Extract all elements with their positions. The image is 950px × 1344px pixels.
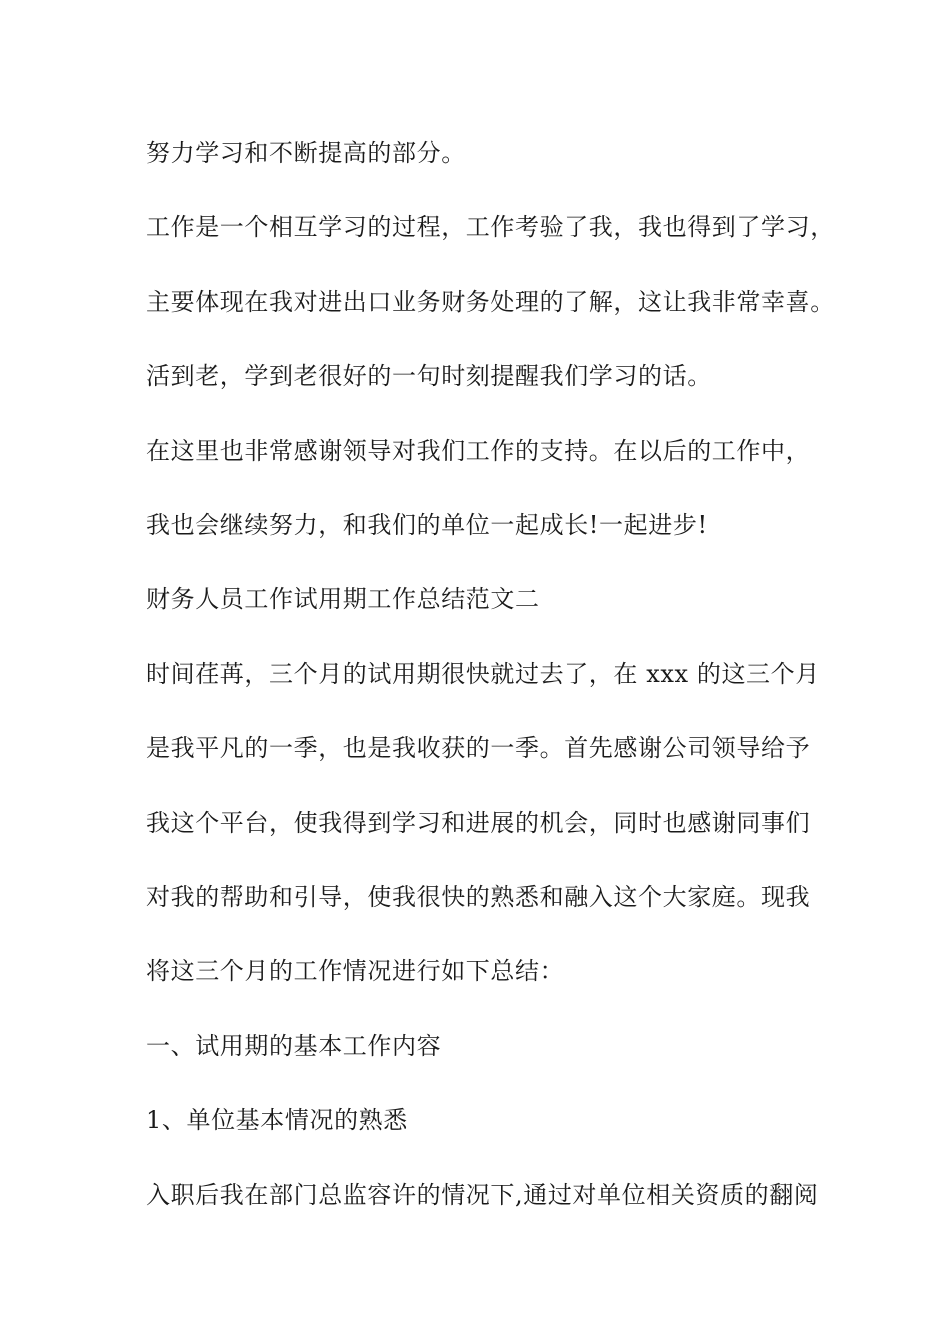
section-heading: 财务人员工作试用期工作总结范文二	[146, 585, 540, 613]
section-heading: 一、试用期的基本工作内容	[146, 1032, 442, 1060]
paragraph-line: 入职后我在部门总监容许的情况下,通过对单位相关资质的翻阅	[146, 1181, 819, 1209]
paragraph-line: 努力学习和不断提高的部分。	[146, 139, 466, 167]
paragraph-line: 我也会继续努力，和我们的单位一起成长!一起进步!	[146, 511, 708, 539]
paragraph-line: 是我平凡的一季，也是我收获的一季。首先感谢公司领导给予	[146, 734, 811, 762]
paragraph-line: 在这里也非常感谢领导对我们工作的支持。在以后的工作中，	[146, 437, 811, 465]
paragraph-line: 将这三个月的工作情况进行如下总结：	[146, 957, 565, 985]
paragraph-line: 时间荏苒，三个月的试用期很快就过去了，在 xxx 的这三个月	[146, 660, 820, 688]
subsection-heading: 1、单位基本情况的熟悉	[146, 1106, 408, 1134]
paragraph-line: 对我的帮助和引导，使我很快的熟悉和融入这个大家庭。现我	[146, 883, 811, 911]
paragraph-line: 活到老，学到老很好的一句时刻提醒我们学习的话。	[146, 362, 712, 390]
paragraph-line: 工作是一个相互学习的过程，工作考验了我，我也得到了学习，	[146, 213, 835, 241]
paragraph-line: 主要体现在我对进出口业务财务处理的了解，这让我非常幸喜。	[146, 288, 835, 316]
paragraph-line: 我这个平台，使我得到学习和进展的机会，同时也感谢同事们	[146, 809, 811, 837]
